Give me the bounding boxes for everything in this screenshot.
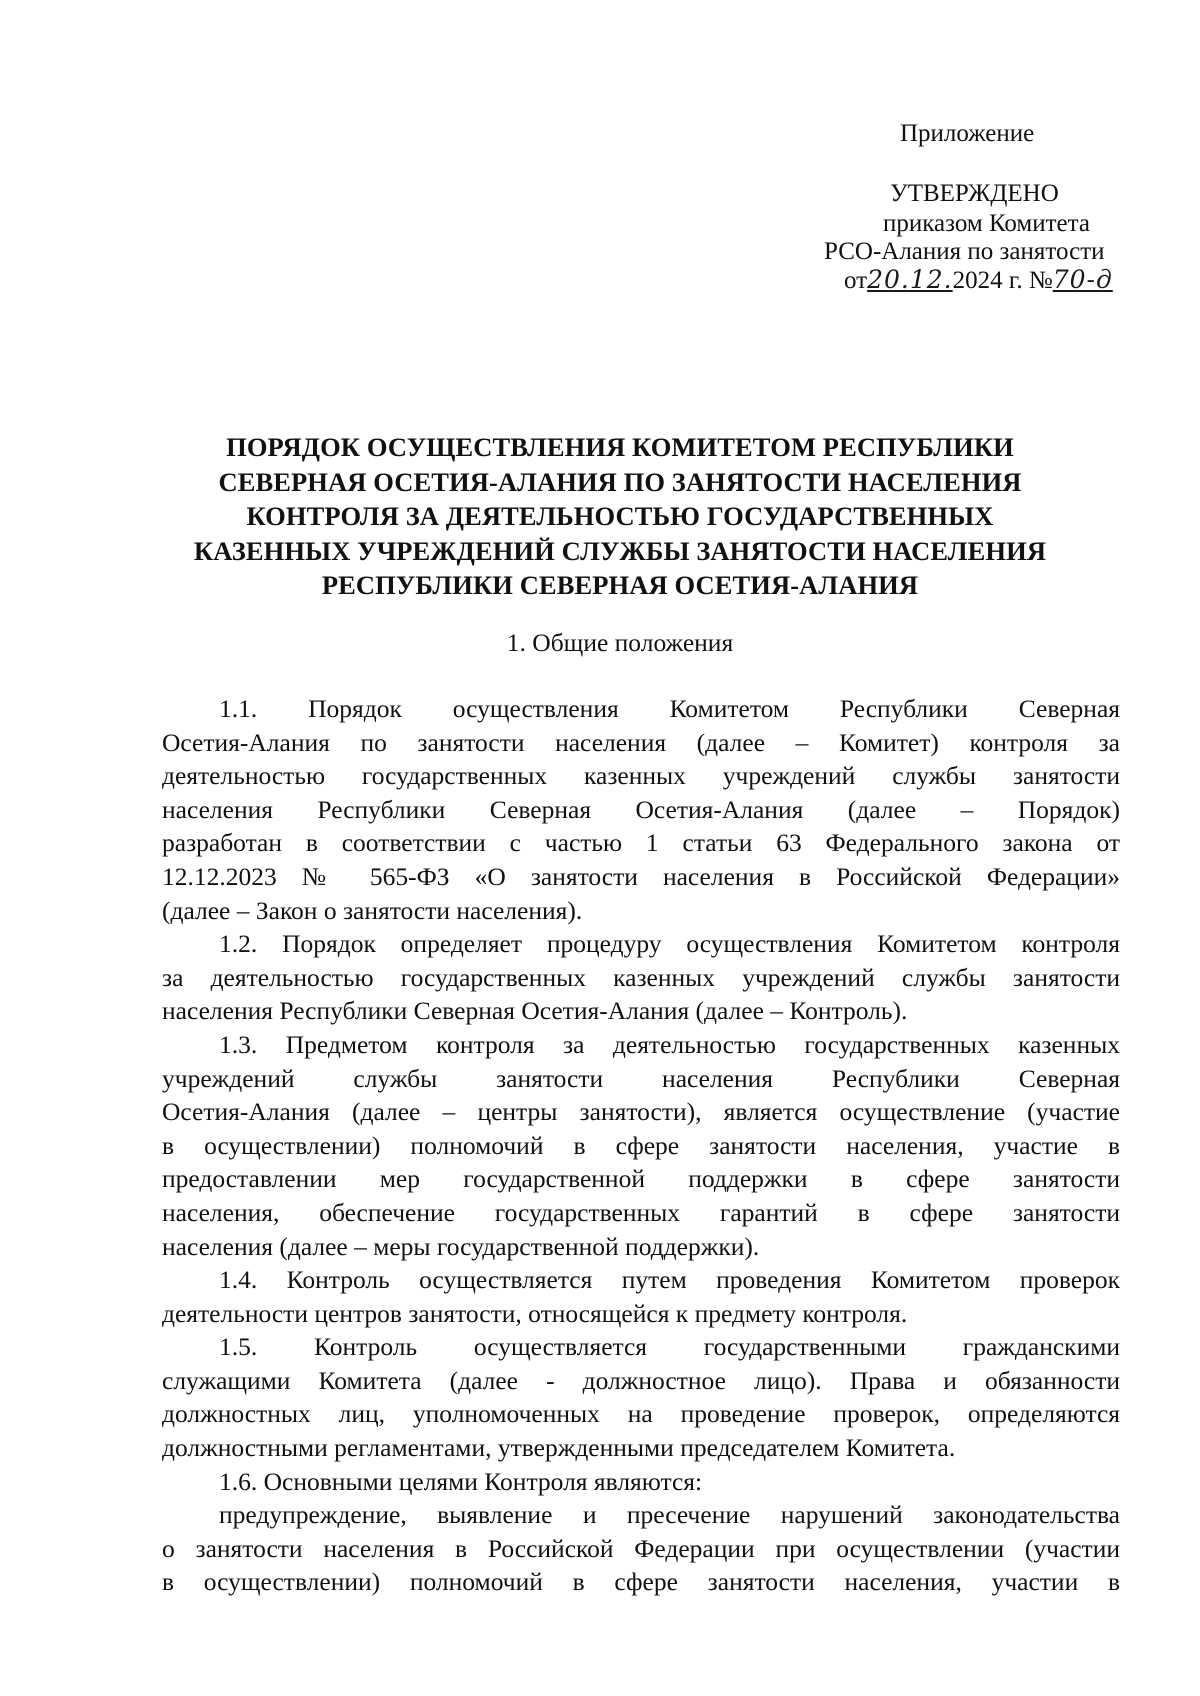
date-prefix: от xyxy=(844,267,868,294)
handwritten-date: 20.12. xyxy=(867,265,953,294)
body-line: 12.12.2023 № 565-ФЗ «О занятости населения в Российской Федерации» xyxy=(162,861,1120,891)
document-body xyxy=(162,692,1120,1599)
date-year: 2024 г. № xyxy=(952,267,1053,294)
body-line: учреждений службы занятости населения Республики Северная xyxy=(162,1063,1120,1093)
body-line: должностными регламентами, утвержденными председателем Комитета. xyxy=(162,1433,956,1463)
body-line: Осетия-Алания по занятости населения (далее – Комитет) контроля за xyxy=(162,727,1120,757)
by-order-label: приказом Комитета xyxy=(883,210,1090,237)
body-line: населения, обеспечение государственных гарантий в сфере занятости xyxy=(162,1197,1120,1227)
body-line: 1.6. Основными целями Контроля являются: xyxy=(219,1466,703,1496)
body-line: 1.4. Контроль осуществляется путем проведения Комитетом проверок xyxy=(219,1265,1120,1295)
title-line: СЕВЕРНАЯ ОСЕТИЯ-АЛАНИЯ ПО ЗАНЯТОСТИ НАСЕЛЕНИЯ xyxy=(218,466,1022,497)
title-line: ПОРЯДОК ОСУЩЕСТВЛЕНИЯ КОМИТЕТОМ РЕСПУБЛИКИ xyxy=(226,432,1014,462)
body-line: деятельности центров занятости, относящейся к предмету контроля. xyxy=(162,1298,908,1328)
body-line: служащими Комитета (далее - должностное лицо). Права и обязанности xyxy=(162,1365,1120,1395)
body-line: предупреждение, выявление и пресечение нарушений законодательства xyxy=(219,1500,1120,1530)
body-line: деятельностью государственных казенных учреждений службы занятости xyxy=(162,761,1120,791)
body-line: в осуществлении) полномочий в сфере занятости населения, участии в xyxy=(162,1567,1120,1597)
body-line: Осетия-Алания (далее – центры занятости), является осуществление (участие xyxy=(162,1097,1120,1127)
body-line: 1.5. Контроль осуществляется государственными гражданскими xyxy=(219,1332,1120,1362)
body-line: за деятельностью государственных казенных учреждений службы занятости xyxy=(162,962,1120,992)
body-line: в осуществлении) полномочий в сфере занятости населения, участие в xyxy=(162,1130,1120,1160)
body-line: должностных лиц, уполномоченных на проведение проверок, определяются xyxy=(162,1399,1120,1429)
approved-label: УТВЕРЖДЕНО xyxy=(890,180,1059,207)
order-date-line xyxy=(844,264,1113,297)
title-line: РЕСПУБЛИКИ СЕВЕРНАЯ ОСЕТИЯ-АЛАНИЯ xyxy=(321,570,919,600)
body-line: предоставлении мер государственной поддержки в сфере занятости xyxy=(162,1164,1120,1194)
committee-label: РСО-Алания по занятости xyxy=(824,238,1105,265)
body-line: населения Республики Северная Осетия-Алания (далее – Порядок) xyxy=(162,794,1120,824)
handwritten-number: 70-д xyxy=(1052,265,1113,294)
body-line: 1.2. Порядок определяет процедуру осуществления Комитетом контроля xyxy=(219,929,1120,959)
body-line: (далее – Закон о занятости населения). xyxy=(162,895,583,925)
title-line: КОНТРОЛЯ ЗА ДЕЯТЕЛЬНОСТЬЮ ГОСУДАРСТВЕННЫХ xyxy=(246,501,994,531)
body-line: населения Республики Северная Осетия-Алания (далее – Контроль). xyxy=(162,996,908,1026)
document-title xyxy=(160,430,1080,603)
body-line: 1.1. Порядок осуществления Комитетом Республики Северная xyxy=(219,694,1120,723)
title-line: КАЗЕННЫХ УЧРЕЖДЕНИЙ СЛУЖБЫ ЗАНЯТОСТИ НАСЕЛЕНИЯ xyxy=(193,535,1047,566)
section-heading: 1. Общие положения xyxy=(506,628,734,657)
body-line: населения (далее – меры государственной поддержки). xyxy=(162,1231,760,1261)
body-line: разработан в соответствии с частью 1 статьи 63 Федерального закона от xyxy=(162,828,1120,858)
body-line: 1.3. Предметом контроля за деятельностью государственных казенных xyxy=(219,1029,1120,1059)
body-line: о занятости населения в Российской Федерации при осуществлении (участии xyxy=(162,1533,1120,1563)
appendix-label: Приложение xyxy=(900,120,1035,147)
